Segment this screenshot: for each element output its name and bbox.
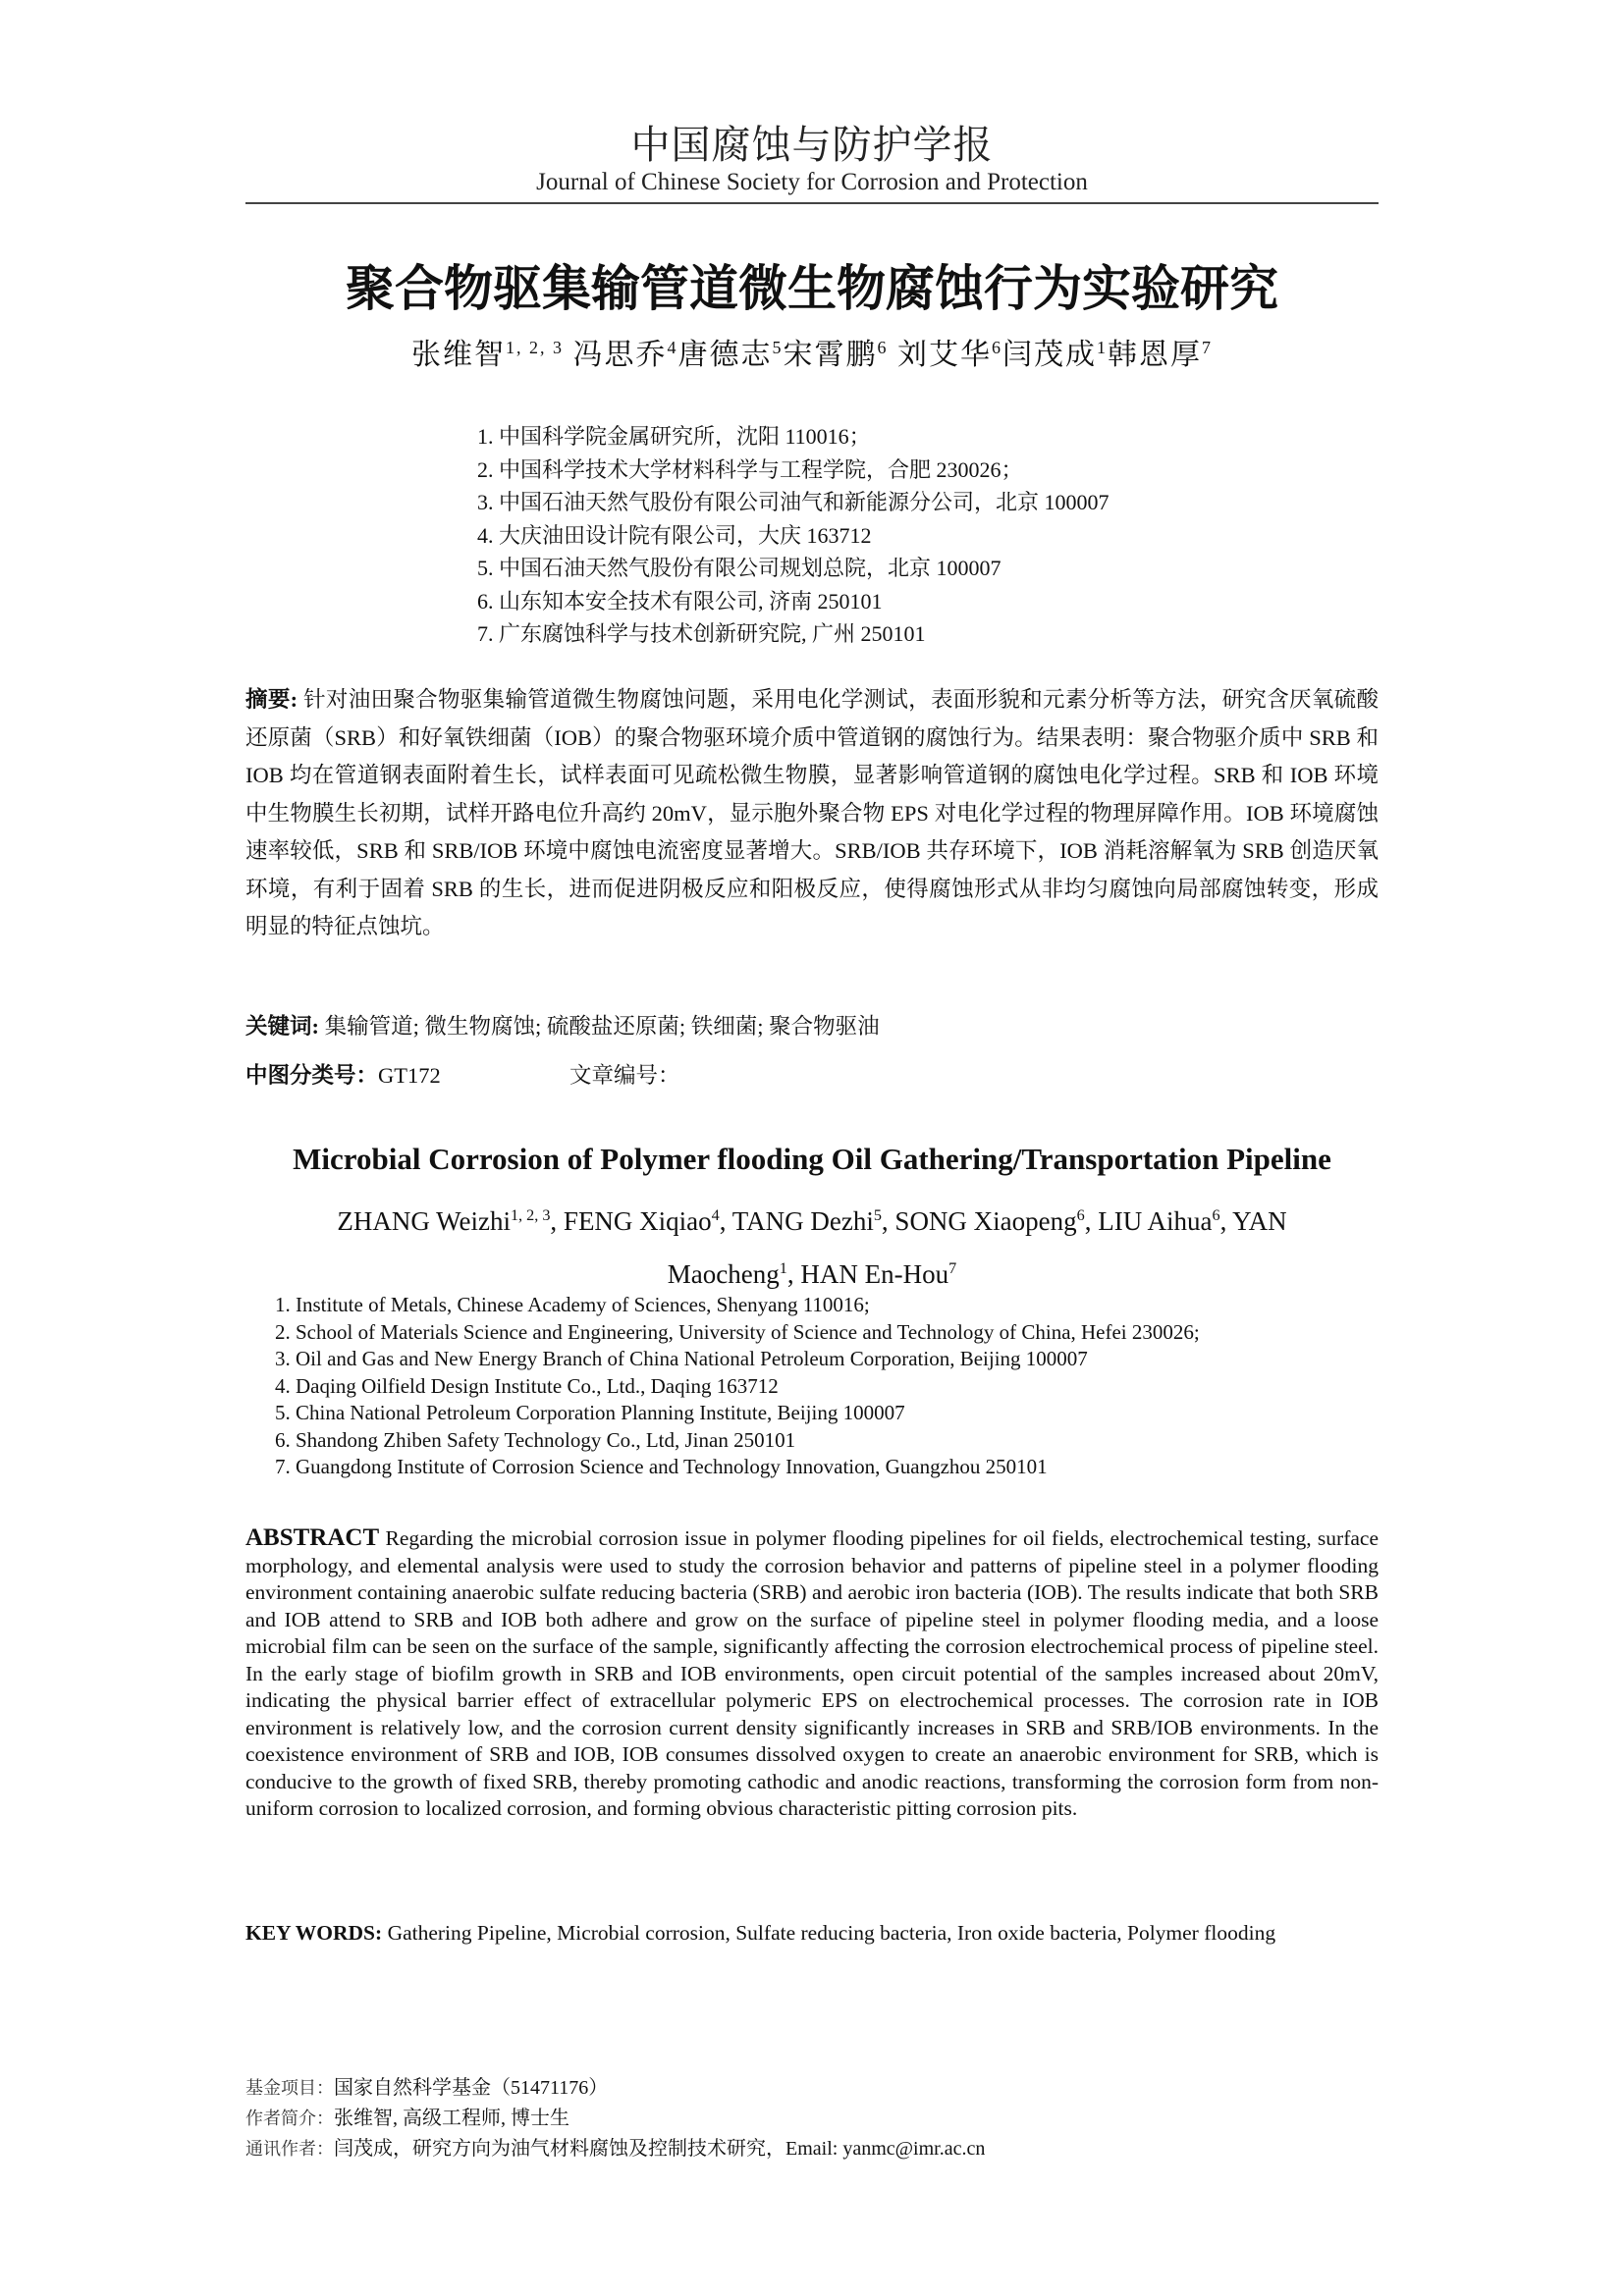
affiliation-list-en — [275, 1292, 1404, 1481]
affiliation-cn: 6. 山东知本安全技术有限公司, 济南 250101 — [477, 588, 883, 614]
clc-code: GT172 — [378, 1063, 441, 1088]
affiliation-cn: 4. 大庆油田设计院有限公司，大庆 163712 — [477, 522, 872, 548]
keywords-text-cn: 集输管道; 微生物腐蚀; 硫酸盐还原菌; 铁细菌; 聚合物驱油 — [324, 1014, 880, 1039]
affiliation-en: 1. Institute of Metals, Chinese Academy of Sciences, Shenyang 110016; — [275, 1293, 870, 1316]
author-cn: 韩恩厚$^7$ — [1108, 338, 1213, 371]
author-en: ZHANG Weizhi$^{1, 2, 3}$ — [337, 1206, 551, 1236]
author-en: HAN En-Hou$^7$ — [800, 1259, 957, 1289]
author-cn: 冯思乔$^4$ — [572, 338, 678, 371]
author-cn: 闫茂成$^1$ — [1002, 338, 1108, 371]
paper-title-cn: 聚合物驱集输管道微生物腐蚀行为实验研究 — [346, 260, 1278, 317]
author-list-en: ZHANG Weizhi$^{1, 2, 3}$, FENG Xiqiao$^4$, TANG Dezhi$^5$, SONG Xiaopeng$^6$, LIU Aihua$^6$, YAN Maocheng$^1$, HAN En-Hou$^7$ — [337, 1206, 1287, 1289]
affiliation-list-cn — [477, 420, 1361, 651]
affiliation-en: 2. School of Materials Science and Engineering, University of Science and Technology of China, Hefei 230026; — [275, 1319, 1200, 1344]
affiliation-en: 5. China National Petroleum Corporation Planning Institute, Beijing 100007 — [275, 1401, 905, 1424]
author-cn: 张维智$^{1, 2, 3}$ — [411, 338, 564, 371]
affiliation-en: 4. Daqing Oilfield Design Institute Co., Ltd., Daqing 163712 — [275, 1373, 779, 1398]
author-list-cn — [0, 330, 1624, 373]
abstract-en — [245, 1524, 1379, 1823]
abstract-text-en: Regarding the microbial corrosion issue in polymer flooding pipelines for oil fields, electrochemical testing, surface morphology, and elemental analysis were used to study the corrosion behavior and patterns of pipeline steel in a polymer flooding environment containing anaerobic sulfate reducing bacteria (SRB) and aerobic iron bacteria (IOB). The results indicate that both SRB and IOB attend to SRB and IOB both adhere and grow on the surface of pipeline steel in polymer flooding media, and a loose microbial film can be seen on the surface of the sample, significantly affecting the corrosion electrochemical process of pipeline steel. In the early stage of biofilm growth in SRB and IOB environments, open circuit potential of the samples increased about 20mV, indicating the physical barrier effect of extracellular polymeric EPS on electrochemical processes. The corrosion rate in IOB environment is relatively low, and the corrosion current density significantly increases in SRB and SRB/IOB environments. In the coexistence environment of SRB and IOB, IOB consumes dissolved oxygen to create an anaerobic environment for SRB, which is conducive to the growth of fixed SRB, thereby promoting cathodic and anodic reactions, transforming the corrosion form from non-uniform corrosion to localized corrosion, and forming obvious characteristic pitting corrosion pits. — [245, 1526, 1379, 1820]
article-number-label: 文章编号： — [569, 1063, 680, 1088]
footnote-author-bio: 作者简介：张维智, 高级工程师, 博士生 — [245, 2108, 569, 2129]
affiliation-en: 7. Guangdong Institute of Corrosion Science and Technology Innovation, Guangzhou 250101 — [275, 1455, 1048, 1478]
clc-label: 中图分类号： — [245, 1063, 379, 1088]
affiliation-cn: 1. 中国科学院金属研究所，沈阳 110016； — [477, 424, 871, 449]
author-cn: 刘艾华$^6$ — [897, 338, 1002, 371]
abstract-cn — [245, 681, 1379, 946]
author-cn: 宋霄鹏$^6$ — [783, 338, 889, 371]
affiliation-cn: 3. 中国石油天然气股份有限公司油气和新能源分公司，北京 100007 — [477, 490, 1110, 514]
author-cn: 唐德志$^5$ — [677, 338, 784, 371]
classification-line — [245, 1058, 1379, 1090]
footnotes — [245, 2073, 1379, 2164]
paper-title-en: Microbial Corrosion of Polymer flooding Oil Gathering/Transportation Pipeline — [293, 1142, 1331, 1176]
journal-name-cn: 中国腐蚀与防护学报 — [630, 123, 994, 167]
abstract-text-cn: 针对油田聚合物驱集输管道微生物腐蚀问题，采用电化学测试，表面形貌和元素分析等方法，研究含厌氧硫酸还原菌（SRB）和好氧铁细菌（IOB）的聚合物驱环境介质中管道钢的腐蚀行为。结果表明：聚合物驱介质中 SRB 和 IOB 均在管道钢表面附着生长，试样表面可见疏松微生物膜，显著影响管道钢的腐蚀电化学过程。SRB 和 IOB 环境中生物膜生长初期，试样开路电位升高约 20mV，显示胞外聚合物 EPS 对电化学过程的物理屏障作用。IOB 环境腐蚀速率较低，SRB 和 SRB/IOB 环境中腐蚀电流密度显著增大。SRB/IOB 共存环境下，IOB 消耗溶解氧为 SRB 创造厌氧环境，有利于固着 SRB 的生长，进而促进阴极反应和阳极反应，使得腐蚀形式从非均匀腐蚀向局部腐蚀转变，形成明显的特征点蚀坑。 — [245, 687, 1380, 938]
abstract-label-en: ABSTRACT — [245, 1524, 380, 1551]
author-en: SONG Xiaopeng$^6$ — [894, 1206, 1085, 1236]
affiliation-cn: 5. 中国石油天然气股份有限公司规划总院，北京 100007 — [477, 556, 1001, 580]
journal-name-en: Journal of Chinese Society for Corrosion and Protection — [536, 169, 1088, 195]
affiliation-en: 3. Oil and Gas and New Energy Branch of China National Petroleum Corporation, Beijing 100007 — [275, 1347, 1088, 1370]
header-divider — [245, 202, 1379, 204]
keywords-label-cn: 关键词: — [245, 1014, 319, 1039]
author-en: FENG Xiqiao$^4$ — [563, 1206, 720, 1236]
author-en: LIU Aihua$^6$ — [1098, 1206, 1220, 1236]
author-en: TANG Dezhi$^5$ — [731, 1206, 882, 1236]
affiliation-en: 6. Shandong Zhiben Safety Technology Co., Ltd, Jinan 250101 — [275, 1427, 796, 1452]
keywords-label-en: KEY WORDS: — [245, 1921, 383, 1945]
abstract-label-cn: 摘要: — [245, 687, 298, 712]
affiliation-cn: 7. 广东腐蚀科学与技术创新研究院, 广州 250101 — [477, 621, 926, 646]
keywords-en — [245, 1911, 1379, 1954]
footnote-corresponding: 通讯作者：闫茂成，研究方向为油气材料腐蚀及控制技术研究，Email: yanmc@imr.ac.cn — [245, 2138, 986, 2160]
author-en: YAN Maocheng$^1$ — [667, 1206, 1287, 1289]
affiliation-cn: 2. 中国科学技术大学材料科学与工程学院，合肥 230026； — [477, 456, 1023, 482]
keywords-text-en: Gathering Pipeline, Microbial corrosion, Sulfate reducing bacteria, Iron oxide bacteria, Polymer flooding — [387, 1921, 1276, 1945]
keywords-cn — [245, 1009, 1379, 1041]
footnote-funding: 基金项目：国家自然科学基金（51471176） — [245, 2077, 609, 2099]
